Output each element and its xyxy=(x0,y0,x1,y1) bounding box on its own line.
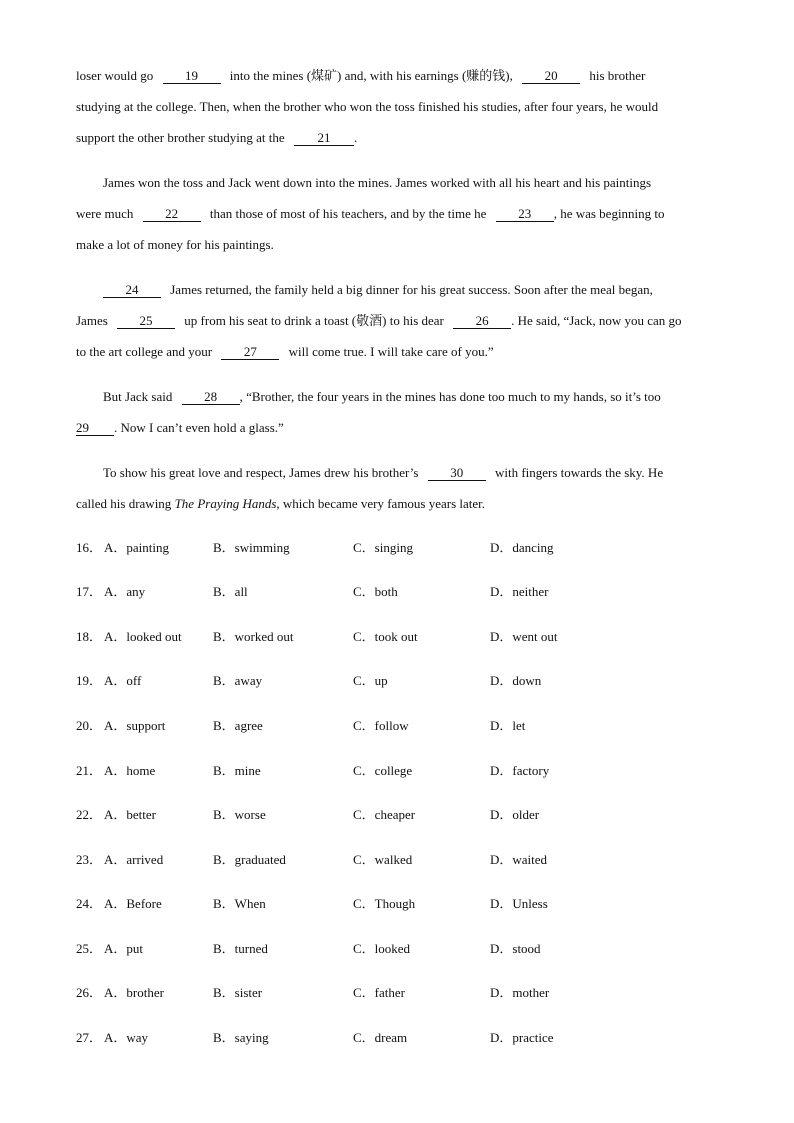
question-number: 17． xyxy=(76,584,103,599)
passage-line xyxy=(76,274,718,305)
blank-19: 19 xyxy=(163,69,221,84)
passage-text: . Now I can’t even hold a glass.” xyxy=(114,420,284,435)
option-b[interactable]: B．all xyxy=(213,584,248,599)
option-d[interactable]: D．down xyxy=(490,673,542,688)
option-b[interactable]: B．graduated xyxy=(213,852,286,867)
question-number: 26． xyxy=(76,985,103,1000)
drawing-title: The Praying Hands xyxy=(174,496,277,511)
passage-line xyxy=(76,167,718,198)
option-a[interactable]: A．any xyxy=(104,584,146,599)
passage-line xyxy=(76,305,718,336)
blank-22: 22 xyxy=(143,207,201,222)
blank-29: 29 xyxy=(76,421,114,436)
passage-line xyxy=(76,336,718,367)
option-d[interactable]: D．factory xyxy=(490,763,550,778)
option-c[interactable]: C．singing xyxy=(353,540,413,555)
option-a[interactable]: A．support xyxy=(104,718,166,733)
option-c[interactable]: C．walked xyxy=(353,852,413,867)
option-b[interactable]: B．saying xyxy=(213,1030,269,1045)
option-b[interactable]: B．swimming xyxy=(213,540,290,555)
passage-text: , which became very famous years later. xyxy=(276,496,486,511)
passage-line xyxy=(76,488,718,519)
option-a[interactable]: A．painting xyxy=(104,540,169,555)
question-number: 24． xyxy=(76,896,103,911)
question-number: 25． xyxy=(76,941,103,956)
passage-text: will come true. I will take care of you.” xyxy=(288,344,494,359)
blank-27: 27 xyxy=(221,345,279,360)
passage-text: James returned, the family held a big dinner for his great success. Soon after the meal began, xyxy=(170,282,653,297)
passage-line xyxy=(76,457,718,488)
blank-23: 23 xyxy=(496,207,554,222)
option-a[interactable]: A．looked out xyxy=(104,629,182,644)
blank-24: 24 xyxy=(103,283,161,298)
option-a[interactable]: A．off xyxy=(104,673,142,688)
option-d[interactable]: D．waited xyxy=(490,852,548,867)
passage-text: into the mines (煤矿) and, with his earnings (赚的钱), xyxy=(229,68,513,83)
passage-text: called his drawing xyxy=(76,496,172,511)
option-c[interactable]: C．both xyxy=(353,584,398,599)
option-c[interactable]: C．father xyxy=(353,985,405,1000)
option-b[interactable]: B．mine xyxy=(213,763,261,778)
option-a[interactable]: A．better xyxy=(104,807,156,822)
passage-text: his brother xyxy=(589,68,646,83)
option-d[interactable]: D．Unless xyxy=(490,896,548,911)
passage-line xyxy=(76,91,718,122)
option-b[interactable]: B．turned xyxy=(213,941,268,956)
question-number: 27． xyxy=(76,1030,103,1045)
option-d[interactable]: D．neither xyxy=(490,584,549,599)
question-number: 21． xyxy=(76,763,103,778)
option-b[interactable]: B．sister xyxy=(213,985,263,1000)
option-a[interactable]: A．Before xyxy=(104,896,162,911)
option-a[interactable]: A．put xyxy=(104,941,144,956)
question-number: 20． xyxy=(76,718,103,733)
passage-text: up from his seat to drink a toast (敬酒) to his dear xyxy=(184,313,444,328)
passage-text: . xyxy=(353,130,358,145)
passage-text: . He said, “Jack, now you can go xyxy=(511,313,682,328)
passage-paragraph-5 xyxy=(76,457,718,519)
passage-text: James won the toss and Jack went down into the mines. James worked with all his heart and his paintings xyxy=(103,175,652,190)
passage-text: than those of most of his teachers, and by the time he xyxy=(209,206,487,221)
passage-text: studying at the college. Then, when the brother who won the toss finished his studies, after four years, he would xyxy=(76,99,659,114)
blank-30: 30 xyxy=(428,466,486,481)
question-number: 16． xyxy=(76,540,103,555)
question-number: 22． xyxy=(76,807,103,822)
passage-paragraph-1 xyxy=(76,60,718,153)
option-a[interactable]: A．home xyxy=(104,763,156,778)
option-c[interactable]: C．cheaper xyxy=(353,807,416,822)
passage-text: , “Brother, the four years in the mines has done too much to my hands, so it’s too xyxy=(239,389,661,404)
passage-text: But Jack said xyxy=(103,389,173,404)
option-d[interactable]: D．let xyxy=(490,718,526,733)
option-c[interactable]: C．dream xyxy=(353,1030,408,1045)
passage-text: make a lot of money for his paintings. xyxy=(76,237,274,252)
option-b[interactable]: B．agree xyxy=(213,718,263,733)
passage-text: James xyxy=(76,313,108,328)
option-d[interactable]: D．older xyxy=(490,807,540,822)
option-d[interactable]: D．went out xyxy=(490,629,558,644)
question-number: 19． xyxy=(76,673,103,688)
option-c[interactable]: C．college xyxy=(353,763,413,778)
passage-line xyxy=(76,381,718,412)
option-c[interactable]: C．up xyxy=(353,673,388,688)
option-a[interactable]: A．way xyxy=(104,1030,149,1045)
question-number: 18． xyxy=(76,629,103,644)
option-c[interactable]: C．Though xyxy=(353,896,416,911)
option-c[interactable]: C．looked xyxy=(353,941,411,956)
option-b[interactable]: B．worked out xyxy=(213,629,294,644)
blank-26: 26 xyxy=(453,314,511,329)
option-d[interactable]: D．mother xyxy=(490,985,550,1000)
passage-paragraph-2 xyxy=(76,167,718,260)
passage-text: with fingers towards the sky. He xyxy=(494,465,664,480)
blank-20: 20 xyxy=(522,69,580,84)
passage-text: loser would go xyxy=(76,68,154,83)
passage-line xyxy=(76,229,718,260)
option-a[interactable]: A．brother xyxy=(104,985,164,1000)
option-c[interactable]: C．follow xyxy=(353,718,409,733)
passage-line xyxy=(76,60,718,91)
passage-line xyxy=(76,122,718,153)
passage-line xyxy=(76,198,718,229)
passage-text: To show his great love and respect, James drew his brother’s xyxy=(103,465,419,480)
option-d[interactable]: D．dancing xyxy=(490,540,554,555)
question-number: 23． xyxy=(76,852,103,867)
passage-text: to the art college and your xyxy=(76,344,213,359)
option-d[interactable]: D．stood xyxy=(490,941,541,956)
option-c[interactable]: C．took out xyxy=(353,629,418,644)
passage-paragraph-4 xyxy=(76,381,718,443)
option-b[interactable]: B．away xyxy=(213,673,263,688)
option-a[interactable]: A．arrived xyxy=(104,852,164,867)
passage-text: , he was beginning to xyxy=(553,206,665,221)
passage-paragraph-3 xyxy=(76,274,718,367)
passage-text: support the other brother studying at the xyxy=(76,130,285,145)
blank-25: 25 xyxy=(117,314,175,329)
option-b[interactable]: B．worse xyxy=(213,807,266,822)
option-b[interactable]: B．When xyxy=(213,896,266,911)
blank-28: 28 xyxy=(182,390,240,405)
option-d[interactable]: D．practice xyxy=(490,1030,554,1045)
passage-text: were much xyxy=(76,206,134,221)
blank-21: 21 xyxy=(294,131,354,146)
passage-line xyxy=(76,412,718,443)
